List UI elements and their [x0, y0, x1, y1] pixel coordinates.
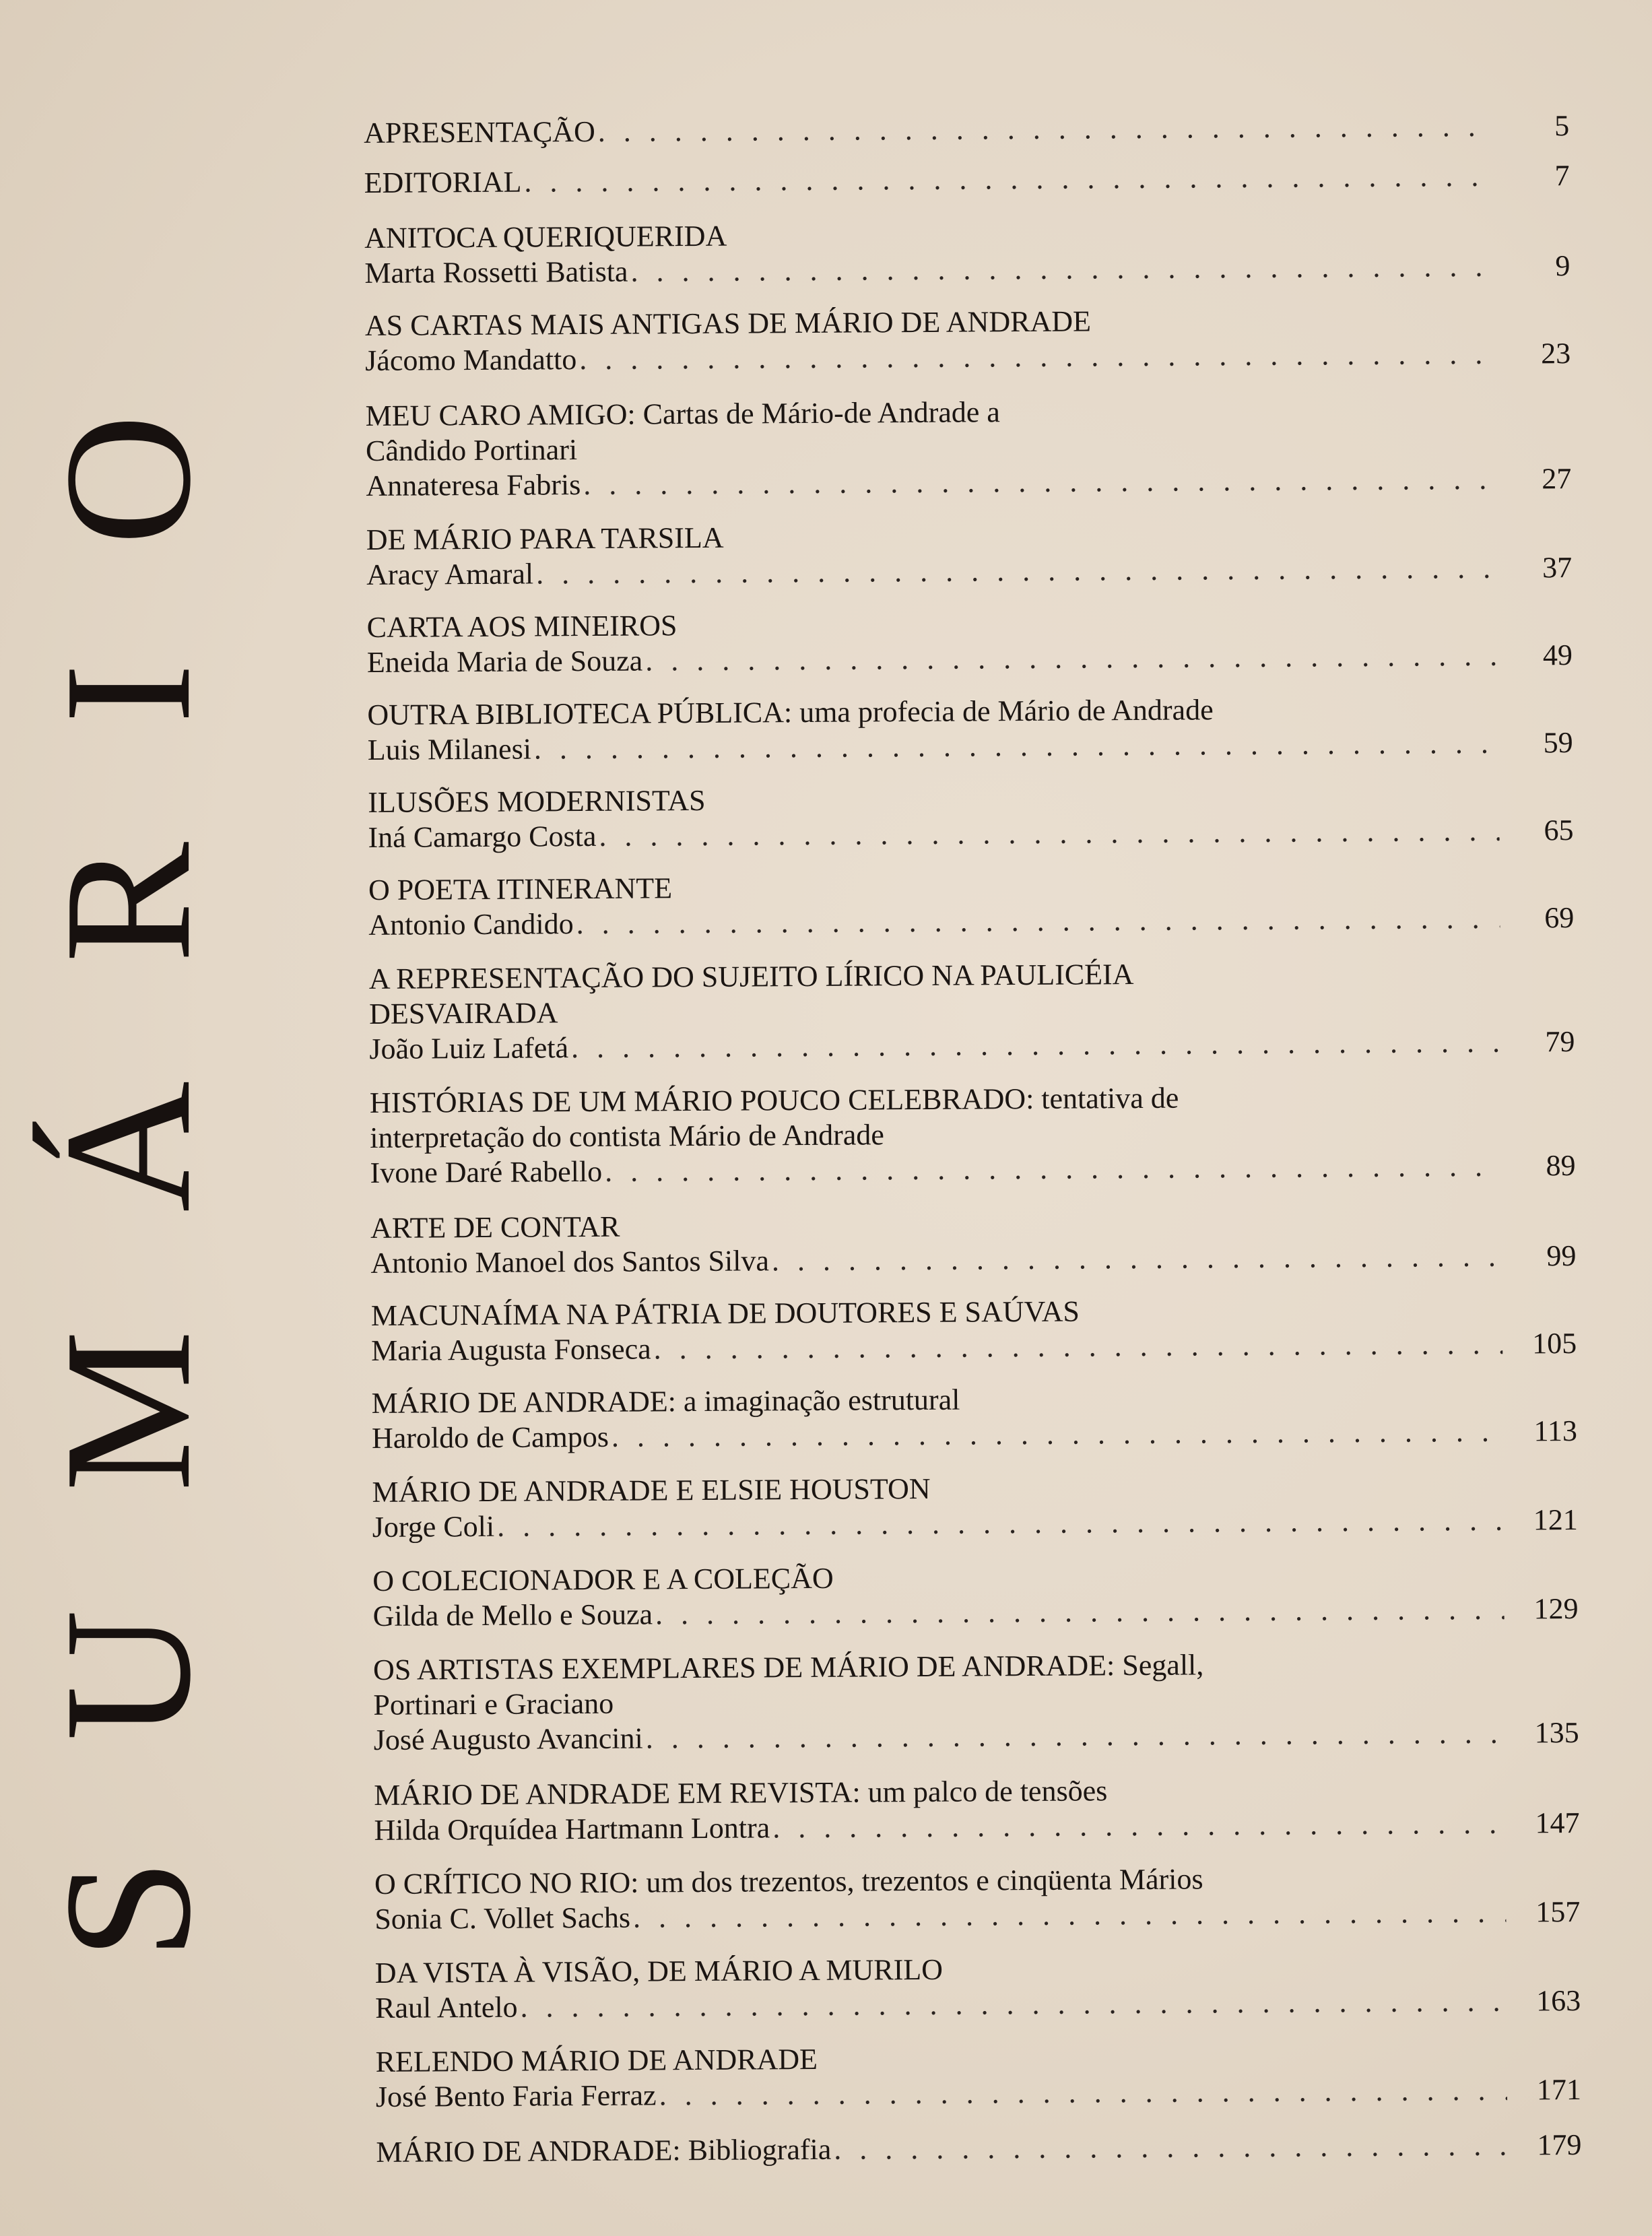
page-number: 129: [1533, 1592, 1579, 1626]
toc-leader-line: [368, 900, 1574, 943]
entry-title-extra: DESVAIRADA: [368, 996, 558, 1030]
toc-leader-line: [365, 336, 1571, 379]
toc-leader-line: [374, 1715, 1579, 1758]
page-number: 99: [1546, 1239, 1577, 1273]
dot-leader: [654, 1327, 1503, 1367]
dot-leader: [583, 462, 1497, 502]
toc-entry: [372, 1468, 1578, 1545]
dot-leader: [497, 1503, 1504, 1544]
entry-title: EDITORIAL: [364, 165, 522, 199]
toc-leader-line: [374, 1895, 1580, 1937]
entry-title: ILUSÕES MODERNISTAS: [368, 783, 706, 819]
toc-entry: [368, 778, 1574, 855]
entry-title-group: [364, 165, 521, 201]
toc-leader-line: [372, 1414, 1577, 1456]
page-number: 179: [1537, 2128, 1582, 2162]
page-number: 9: [1555, 249, 1571, 283]
entry-title-group: [364, 114, 595, 151]
entry-author: Aracy Amaral: [366, 557, 534, 591]
entry-author: Iná Camargo Costa: [368, 819, 597, 854]
page-number: 27: [1542, 462, 1572, 496]
toc-entry: [366, 603, 1573, 680]
entry-author: José Bento Faria Ferraz: [375, 2078, 657, 2113]
entry-title-extra: Cândido Portinari: [365, 433, 578, 467]
toc-leader-line: [364, 158, 1569, 201]
entry-title: AS CARTAS MAIS ANTIGAS DE MÁRIO DE ANDRADE: [364, 304, 1092, 342]
toc-entry: [368, 865, 1575, 943]
toc-leader-line: [366, 550, 1572, 593]
toc-entry: [366, 391, 1572, 504]
entry-subtitle: a imaginação estrutural: [675, 1383, 960, 1418]
toc-entry: [372, 1379, 1578, 1456]
page-number: 121: [1533, 1503, 1578, 1537]
entry-title: OUTRA BIBLIOTECA PÚBLICA:: [367, 696, 793, 731]
dot-leader: [598, 109, 1496, 150]
entry-title: DA VISTA À VISÃO, DE MÁRIO A MURILO: [374, 1952, 944, 1990]
entry-title: O POETA ITINERANTE: [368, 872, 673, 907]
entry-title: MÁRIO DE ANDRADE E ELSIE HOUSTON: [372, 1472, 931, 1509]
page-number: 135: [1534, 1716, 1579, 1750]
entry-author: Jorge Coli: [372, 1509, 495, 1544]
dot-leader: [645, 638, 1498, 679]
dot-leader: [772, 1806, 1506, 1846]
page-number: 147: [1535, 1806, 1580, 1840]
entry-title-extra: Portinari e Graciano: [373, 1686, 614, 1721]
toc-leader-line: [371, 1326, 1577, 1369]
entry-title: DE MÁRIO PARA TARSILA: [366, 521, 724, 556]
entry-author: Jácomo Mandatto: [365, 343, 577, 377]
entry-title: MÁRIO DE ANDRADE:: [371, 1385, 677, 1420]
toc-entry: [370, 1204, 1577, 1281]
entry-author: Sonia C. Vollet Sachs: [374, 1901, 631, 1936]
dot-leader: [599, 814, 1499, 854]
entry-author: Raul Antelo: [375, 1990, 518, 2025]
toc-entry: [373, 1645, 1579, 1758]
toc-entry: [364, 108, 1569, 151]
dot-leader: [576, 901, 1500, 942]
heading-text: SUMÁRIO: [27, 296, 229, 1961]
dot-leader: [605, 1149, 1502, 1189]
entry-author: Luis Milanesi: [367, 732, 532, 766]
page-number: 79: [1545, 1025, 1575, 1059]
entry-title: MACUNAÍMA NA PÁTRIA DE DOUTORES E SAÚVAS: [370, 1294, 1080, 1332]
toc-leader-line: [370, 1239, 1576, 1281]
entry-author: Antonio Candido: [368, 907, 574, 942]
entry-subtitle: um palco de tensões: [860, 1774, 1108, 1809]
entry-author: Hilda Orquídea Hartmann Lontra: [374, 1811, 770, 1847]
toc-leader-line: [374, 1806, 1579, 1848]
toc-entry: [364, 213, 1571, 291]
dot-leader: [520, 1984, 1507, 2025]
toc-entry: [376, 2128, 1581, 2170]
entry-author: Ivone Daré Rabello: [370, 1154, 603, 1189]
page-number: 113: [1533, 1414, 1578, 1448]
entry-title: APRESENTAÇÃO: [364, 114, 595, 150]
entry-author: Annateresa Fabris: [366, 468, 581, 502]
page-number: 65: [1544, 814, 1574, 847]
entry-author: Eneida Maria de Souza: [366, 644, 643, 679]
dot-leader: [534, 726, 1499, 767]
entry-subtitle: Segall,: [1115, 1648, 1204, 1682]
entry-title: A REPRESENTAÇÃO DO SUJEITO LÍRICO NA PAULICÉIA: [368, 958, 1134, 995]
entry-subtitle: uma profecia de Mário de Andrade: [791, 693, 1214, 729]
dot-leader: [772, 1239, 1502, 1279]
toc-entry: [369, 954, 1575, 1067]
toc-leader-line: [368, 725, 1573, 768]
entry-subtitle: Bibliografia: [680, 2132, 832, 2167]
dot-leader: [579, 337, 1496, 377]
entry-title: CARTA AOS MINEIROS: [366, 609, 678, 644]
entry-title: ANITOCA QUERIQUERIDA: [364, 219, 727, 255]
entry-title: MEU CARO AMIGO:: [365, 397, 636, 432]
entry-author: João Luiz Lafetá: [369, 1031, 569, 1065]
toc-leader-line: [372, 1503, 1578, 1545]
page-number: 37: [1542, 551, 1573, 585]
toc-entry: [372, 1556, 1579, 1634]
page-number: 157: [1535, 1895, 1581, 1929]
entry-title: O COLECIONADOR E A COLEÇÃO: [372, 1561, 834, 1598]
entry-subtitle: um dos trezentos, trezentos e cinqüenta Mários: [638, 1862, 1203, 1899]
entry-author: Antonio Manoel dos Santos Silva: [370, 1244, 770, 1280]
entry-title: MÁRIO DE ANDRADE EM REVISTA:: [374, 1775, 861, 1812]
entry-author: Haroldo de Campos: [371, 1420, 609, 1455]
dot-leader: [633, 1895, 1507, 1936]
toc-leader-line: [376, 2072, 1581, 2115]
page-number: 105: [1532, 1327, 1577, 1360]
dot-leader: [646, 1716, 1505, 1756]
page-number: 49: [1542, 638, 1573, 672]
toc-entry: [366, 515, 1573, 593]
toc-entry: [371, 1291, 1577, 1369]
entry-author: Marta Rossetti Batista: [364, 255, 628, 290]
table-of-contents: [364, 108, 1582, 2170]
page-number: 7: [1554, 159, 1570, 193]
entry-author: Gilda de Mello e Souza: [372, 1598, 653, 1633]
toc-leader-line: [376, 2128, 1581, 2170]
entry-title: O CRÍTICO NO RIO:: [374, 1866, 639, 1901]
toc-entry: [365, 301, 1571, 379]
entry-title-extra: interpretação do contista Mário de Andrade: [370, 1118, 885, 1154]
toc-entry: [367, 690, 1573, 768]
dot-leader: [571, 1025, 1501, 1065]
entry-author: Maria Augusta Fonseca: [371, 1332, 651, 1367]
entry-title: HISTÓRIAS DE UM MÁRIO POUCO CELEBRADO:: [369, 1082, 1034, 1119]
toc-leader-line: [364, 108, 1569, 151]
dot-leader: [659, 2073, 1507, 2113]
dot-leader: [630, 249, 1496, 290]
page-number: 163: [1535, 1984, 1581, 2018]
page-number: 59: [1543, 726, 1573, 760]
dot-leader: [524, 159, 1495, 200]
entry-title-group: [376, 2132, 831, 2170]
toc-leader-line: [372, 1591, 1578, 1634]
toc-leader-line: [375, 1983, 1581, 2026]
toc-leader-line: [369, 1024, 1575, 1067]
dot-leader: [536, 551, 1498, 592]
entry-title: OS ARTISTAS EXEMPLARES DE MÁRIO DE ANDRADE:: [372, 1649, 1115, 1686]
toc-entry: [374, 1771, 1580, 1848]
toc-leader-line: [366, 461, 1571, 504]
page-number: 5: [1554, 109, 1570, 143]
entry-subtitle: Cartas de Mário-de Andrade a: [635, 395, 1001, 431]
vertical-page-heading: [27, 101, 229, 2155]
page-number: 69: [1544, 901, 1575, 935]
toc-entry: [364, 158, 1569, 201]
page-number: 171: [1536, 2073, 1582, 2107]
entry-title: MÁRIO DE ANDRADE:: [376, 2134, 681, 2169]
toc-entry: [370, 1078, 1576, 1191]
entry-subtitle: tentativa de: [1034, 1081, 1179, 1115]
dot-leader: [655, 1592, 1505, 1633]
entry-title: ARTE DE CONTAR: [370, 1210, 620, 1245]
page-number: 89: [1546, 1149, 1576, 1183]
toc-leader-line: [368, 813, 1573, 855]
dot-leader: [834, 2128, 1507, 2167]
page-number: 23: [1541, 337, 1571, 370]
toc-leader-line: [364, 249, 1570, 291]
toc-entry: [375, 2037, 1581, 2115]
toc-leader-line: [370, 1148, 1575, 1191]
dot-leader: [612, 1414, 1503, 1455]
entry-title: RELENDO MÁRIO DE ANDRADE: [375, 2042, 818, 2078]
toc-entry: [375, 1948, 1581, 2026]
toc-entry: [374, 1860, 1581, 1937]
toc-leader-line: [367, 638, 1573, 680]
entry-author: José Augusto Avancini: [373, 1721, 643, 1756]
